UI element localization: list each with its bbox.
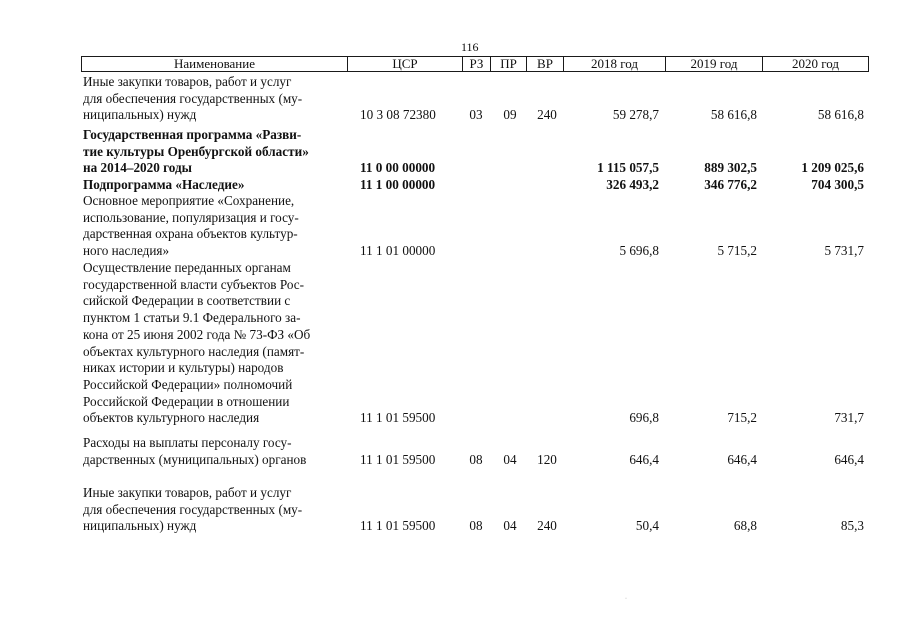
cell-y2020: 85,3	[840, 518, 864, 534]
cell-y2018: 50,4	[635, 518, 659, 534]
row-name-line: Российской Федерации» полномочий	[83, 376, 293, 392]
table-header	[81, 56, 869, 72]
cell-y2019: 715,2	[727, 410, 757, 426]
column-header-2020: 2020 год	[792, 56, 839, 71]
row-name-line: пунктом 1 статьи 9.1 Федерального за-	[83, 310, 301, 326]
cell-y2020: 646,4	[834, 451, 864, 467]
row-name-line: на 2014–2020 годы	[83, 160, 192, 176]
scan-dot: ·	[625, 596, 627, 602]
column-header-2018: 2018 год	[564, 57, 666, 71]
row-name-line: Иные закупки товаров, работ и услуг	[83, 485, 292, 500]
cell-y2018: 696,8	[629, 410, 659, 426]
row-name-line: для обеспечения государственных (му-	[83, 90, 303, 106]
cell-csr: 11 0 00 00000	[360, 160, 436, 176]
row-name-line: объектах культурного наследия (памят-	[83, 343, 305, 359]
row-name-line: дарственная охрана объектов культур-	[83, 226, 298, 242]
row-name-line: Иные закупки товаров, работ и услуг	[83, 74, 292, 89]
row-name-line: тие культуры Оренбургской области»	[83, 143, 309, 159]
cell-rz: 08	[469, 451, 483, 467]
cell-csr: 11 1 01 00000	[360, 243, 436, 259]
cell-rz: 08	[469, 518, 483, 534]
column-header-rz: РЗ	[463, 57, 491, 71]
cell-vr: 240	[537, 518, 557, 534]
cell-y2020: 5 731,7	[824, 243, 864, 259]
cell-y2018: 646,4	[629, 451, 659, 467]
row-name-line: ниципальных) нужд	[83, 518, 197, 534]
cell-y2020: 1 209 025,6	[801, 160, 864, 176]
row-name-line: Осуществление переданных органам	[83, 260, 291, 275]
row-name-line: Основное мероприятие «Сохранение,	[83, 193, 295, 208]
cell-pr: 04	[503, 451, 517, 467]
page-number: 116	[461, 40, 479, 54]
cell-y2018: 326 493,2	[606, 177, 659, 192]
cell-csr: 11 1 01 59500	[360, 451, 436, 467]
cell-csr: 11 1 01 59500	[360, 410, 436, 426]
cell-y2020: 731,7	[834, 410, 864, 426]
cell-vr: 240	[537, 107, 557, 123]
cell-csr: 11 1 01 59500	[360, 518, 436, 534]
cell-rz: 03	[469, 107, 483, 123]
row-name-line: для обеспечения государственных (му-	[83, 501, 303, 517]
row-name-line: ниципальных) нужд	[83, 107, 197, 123]
row-name-line: Государственная программа «Разви-	[83, 127, 302, 142]
cell-y2019: 889 302,5	[704, 160, 757, 176]
column-header-pr: ПР	[491, 57, 527, 71]
column-header-csr: ЦСР	[348, 57, 463, 71]
cell-y2019: 58 616,8	[710, 107, 757, 123]
cell-y2018: 59 278,7	[612, 107, 659, 123]
cell-y2020: 704 300,5	[811, 177, 864, 192]
cell-vr: 120	[537, 451, 557, 467]
cell-pr: 09	[503, 107, 517, 123]
column-header-vr: ВР	[527, 57, 564, 71]
cell-y2019: 346 776,2	[704, 177, 757, 192]
row-name-line: объектов культурного наследия	[83, 410, 260, 426]
row-name-line: Подпрограмма «Наследие»	[83, 177, 245, 192]
cell-csr: 11 1 00 00000	[360, 177, 436, 192]
cell-y2019: 68,8	[733, 518, 757, 534]
cell-y2018: 1 115 057,5	[597, 160, 659, 176]
row-name-line: ного наследия»	[83, 243, 170, 259]
cell-y2018: 5 696,8	[619, 243, 659, 259]
row-name-line: Российской Федерации в отношении	[83, 393, 290, 409]
cell-pr: 04	[503, 518, 517, 534]
row-name-line: никах истории и культуры) народов	[83, 360, 284, 376]
column-header-2019: 2019 год	[666, 57, 763, 71]
cell-csr: 10 3 08 72380	[360, 107, 436, 123]
row-name-line: сийской Федерации в соответствии с	[83, 293, 291, 309]
row-name-line: государственной власти субъектов Рос-	[83, 276, 305, 292]
row-name-line: Расходы на выплаты персоналу госу-	[83, 435, 292, 450]
row-name-line: использование, популяризация и госу-	[83, 209, 299, 225]
cell-y2020: 58 616,8	[817, 107, 864, 123]
row-name-line: кона от 25 июня 2002 года № 73-ФЗ «Об	[83, 326, 311, 342]
row-name-line: дарственных (муниципальных) органов	[83, 451, 307, 467]
cell-y2019: 5 715,2	[717, 243, 757, 259]
cell-y2019: 646,4	[727, 451, 757, 467]
column-header-name: Наименование	[82, 57, 348, 71]
